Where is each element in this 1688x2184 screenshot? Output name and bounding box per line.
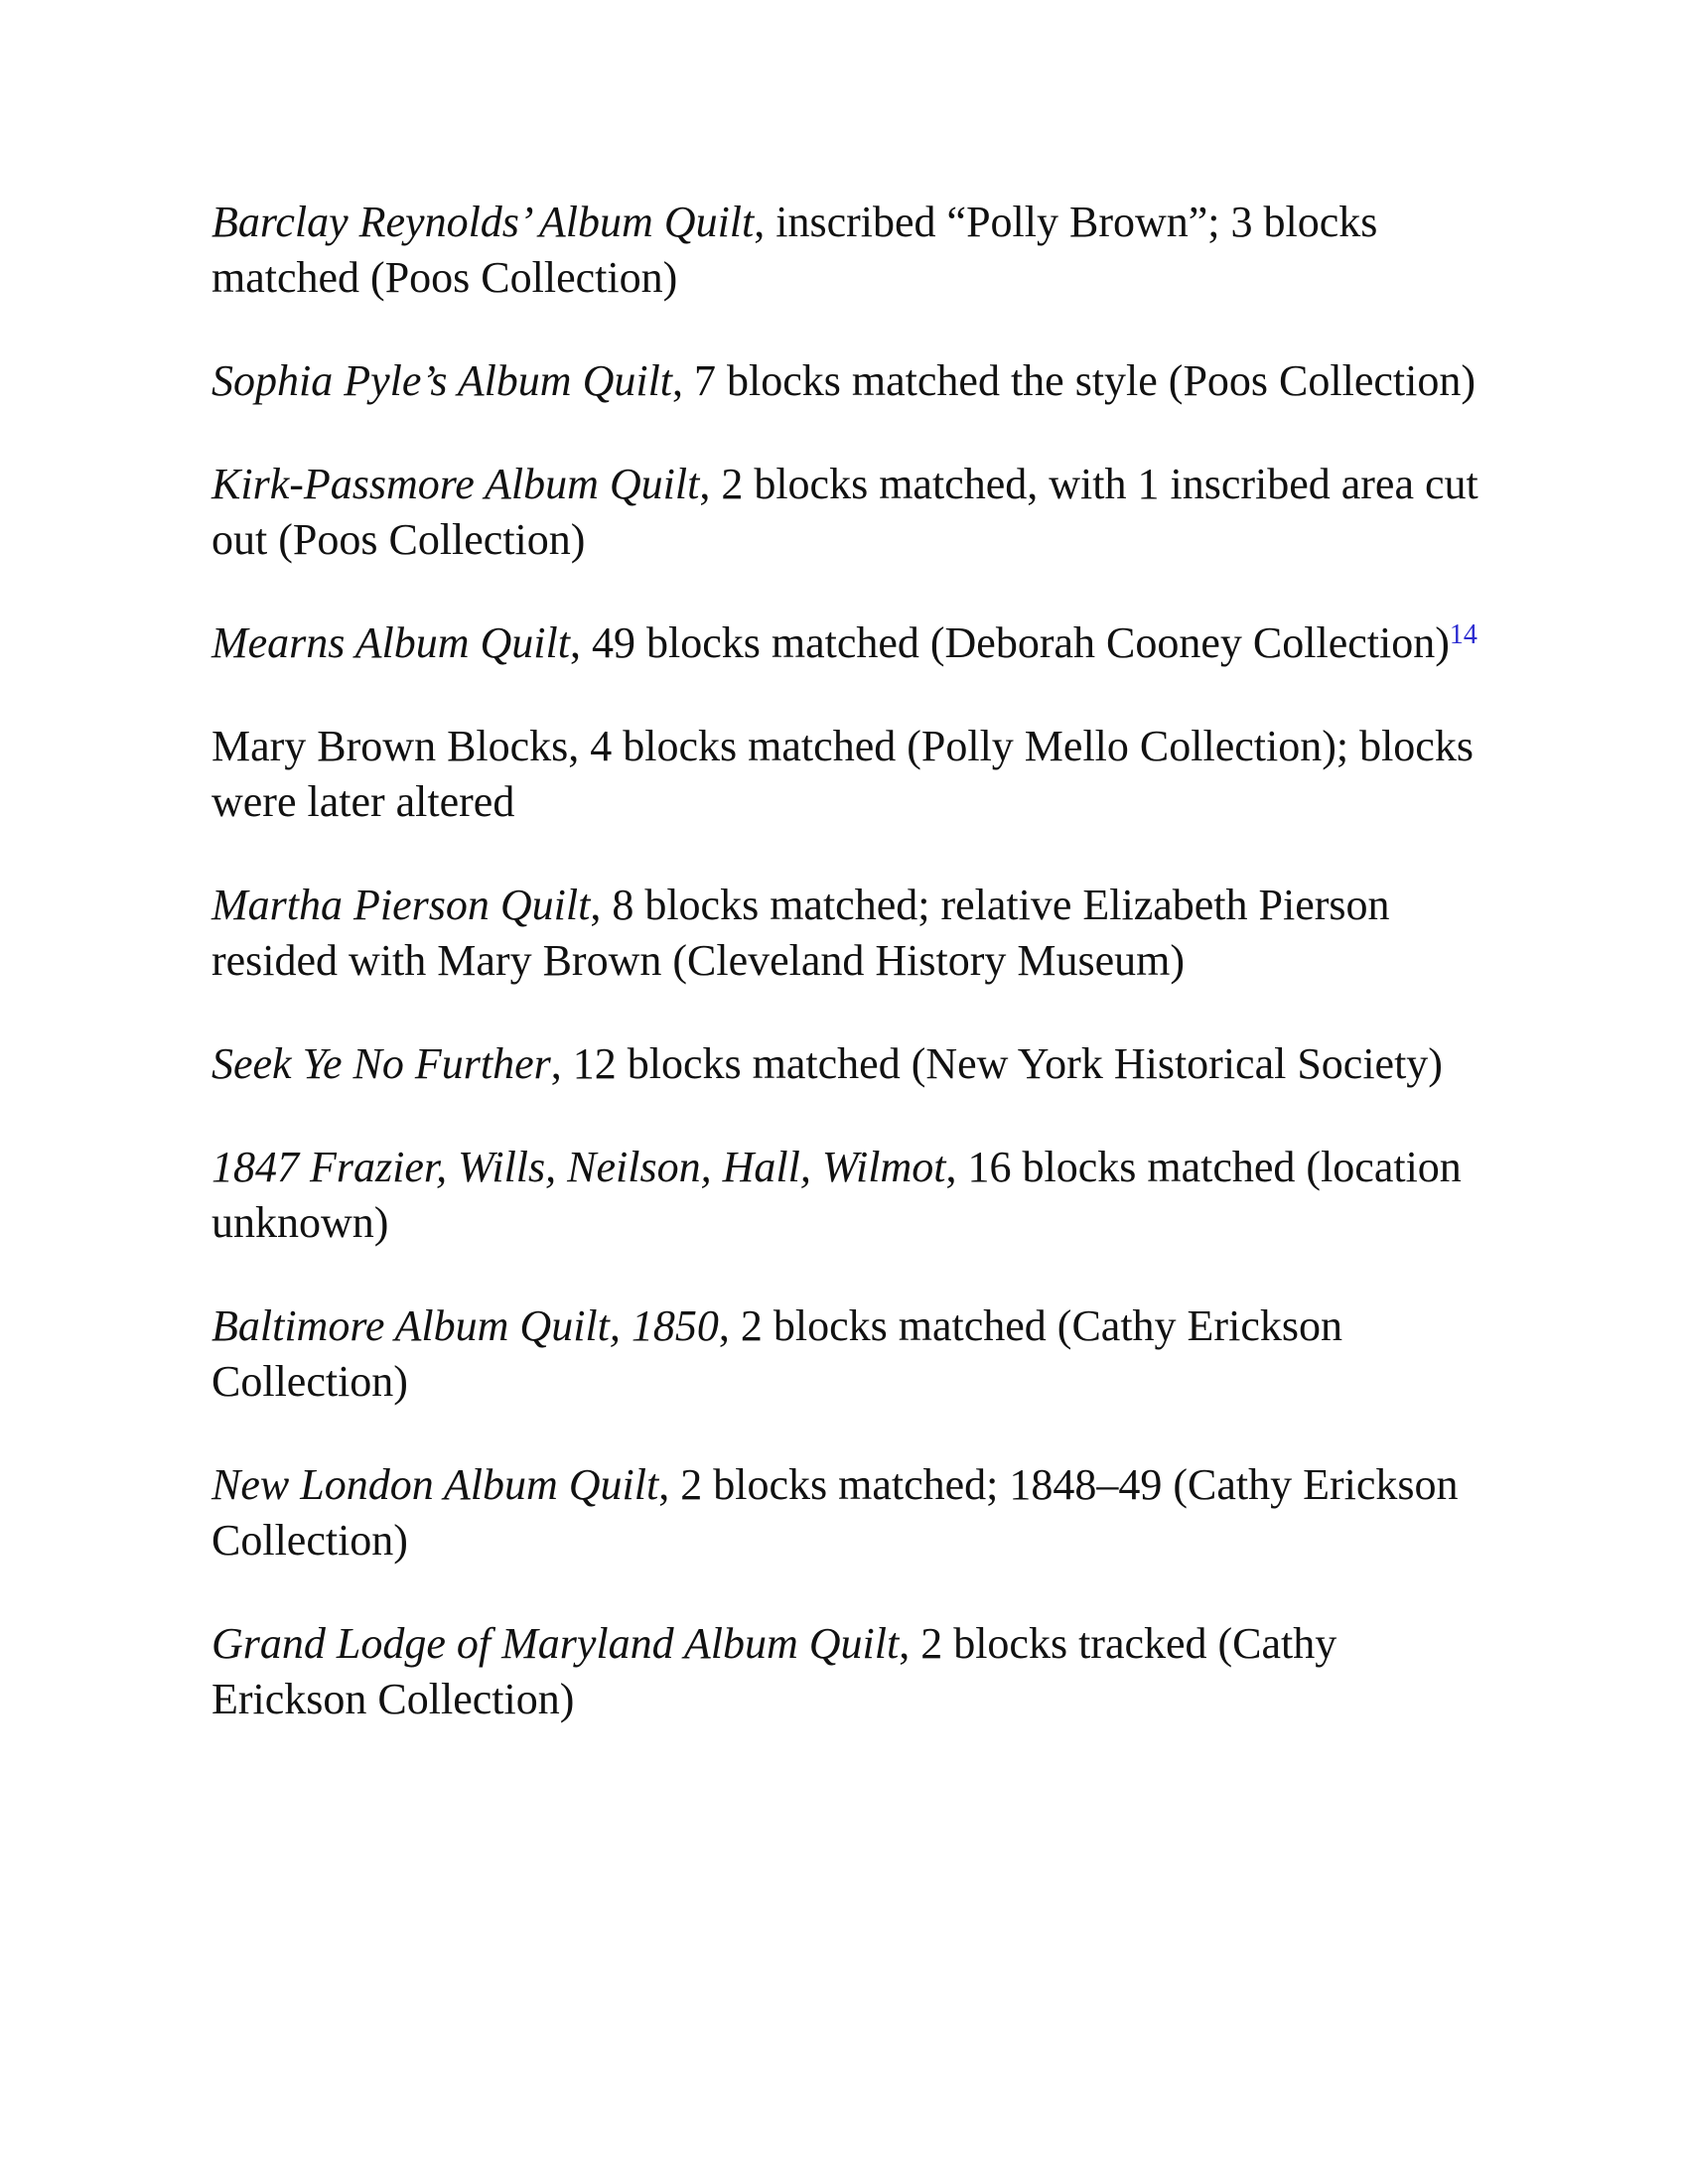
footnote-link[interactable]: 14	[1449, 619, 1477, 650]
quilt-description: Mary Brown Blocks, 4 blocks matched (Polly Mello Collection); blocks were later altered	[211, 722, 1474, 826]
document-page	[211, 195, 1502, 1775]
quilt-description: , 49 blocks matched (Deborah Cooney Collection)	[569, 618, 1450, 667]
quilt-title: Sophia Pyle’s Album Quilt	[211, 356, 673, 405]
quilt-title: Mearns Album Quilt	[211, 618, 570, 667]
list-item	[211, 353, 1502, 409]
quilt-title: Seek Ye No Further	[211, 1039, 551, 1088]
list-item	[211, 457, 1502, 568]
quilt-title: New London Album Quilt	[211, 1460, 659, 1509]
quilt-description: , 2 blocks matched (Cathy Erickson Collection)	[211, 1301, 1342, 1406]
list-item	[211, 1036, 1502, 1092]
quilt-title: Barclay Reynolds’ Album Quilt	[211, 198, 755, 246]
list-item	[211, 1298, 1502, 1410]
quilt-title: Grand Lodge of Maryland Album Quilt	[211, 1619, 900, 1668]
quilt-description: , 2 blocks matched; 1848–49 (Cathy Erickson Collection)	[211, 1460, 1459, 1565]
quilt-title: Kirk-Passmore Album Quilt	[211, 460, 700, 508]
list-item	[211, 1457, 1502, 1569]
list-item	[211, 1140, 1502, 1251]
quilt-description: , 12 blocks matched (New York Historical Society)	[550, 1039, 1443, 1088]
quilt-description: , 7 blocks matched the style (Poos Collection)	[672, 356, 1477, 405]
list-item	[211, 878, 1502, 989]
quilt-title: Martha Pierson Quilt	[211, 881, 591, 929]
list-item	[211, 1616, 1502, 1727]
quilt-description: , inscribed “Polly Brown”; 3 blocks matched (Poos Collection)	[211, 198, 1378, 302]
quilt-title: 1847 Frazier, Wills, Neilson, Hall, Wilmot	[211, 1143, 946, 1191]
list-item	[211, 719, 1502, 830]
list-item	[211, 615, 1502, 671]
quilt-description: , 2 blocks tracked (Cathy Erickson Collection)	[211, 1619, 1337, 1723]
quilt-description: , 16 blocks matched (location unknown)	[211, 1143, 1462, 1247]
quilt-description: , 2 blocks matched, with 1 inscribed area cut out (Poos Collection)	[211, 460, 1478, 564]
quilt-description: , 8 blocks matched; relative Elizabeth Pierson resided with Mary Brown (Cleveland History Museum)	[211, 881, 1390, 985]
list-item	[211, 195, 1502, 306]
quilt-title: Baltimore Album Quilt, 1850	[211, 1301, 719, 1350]
